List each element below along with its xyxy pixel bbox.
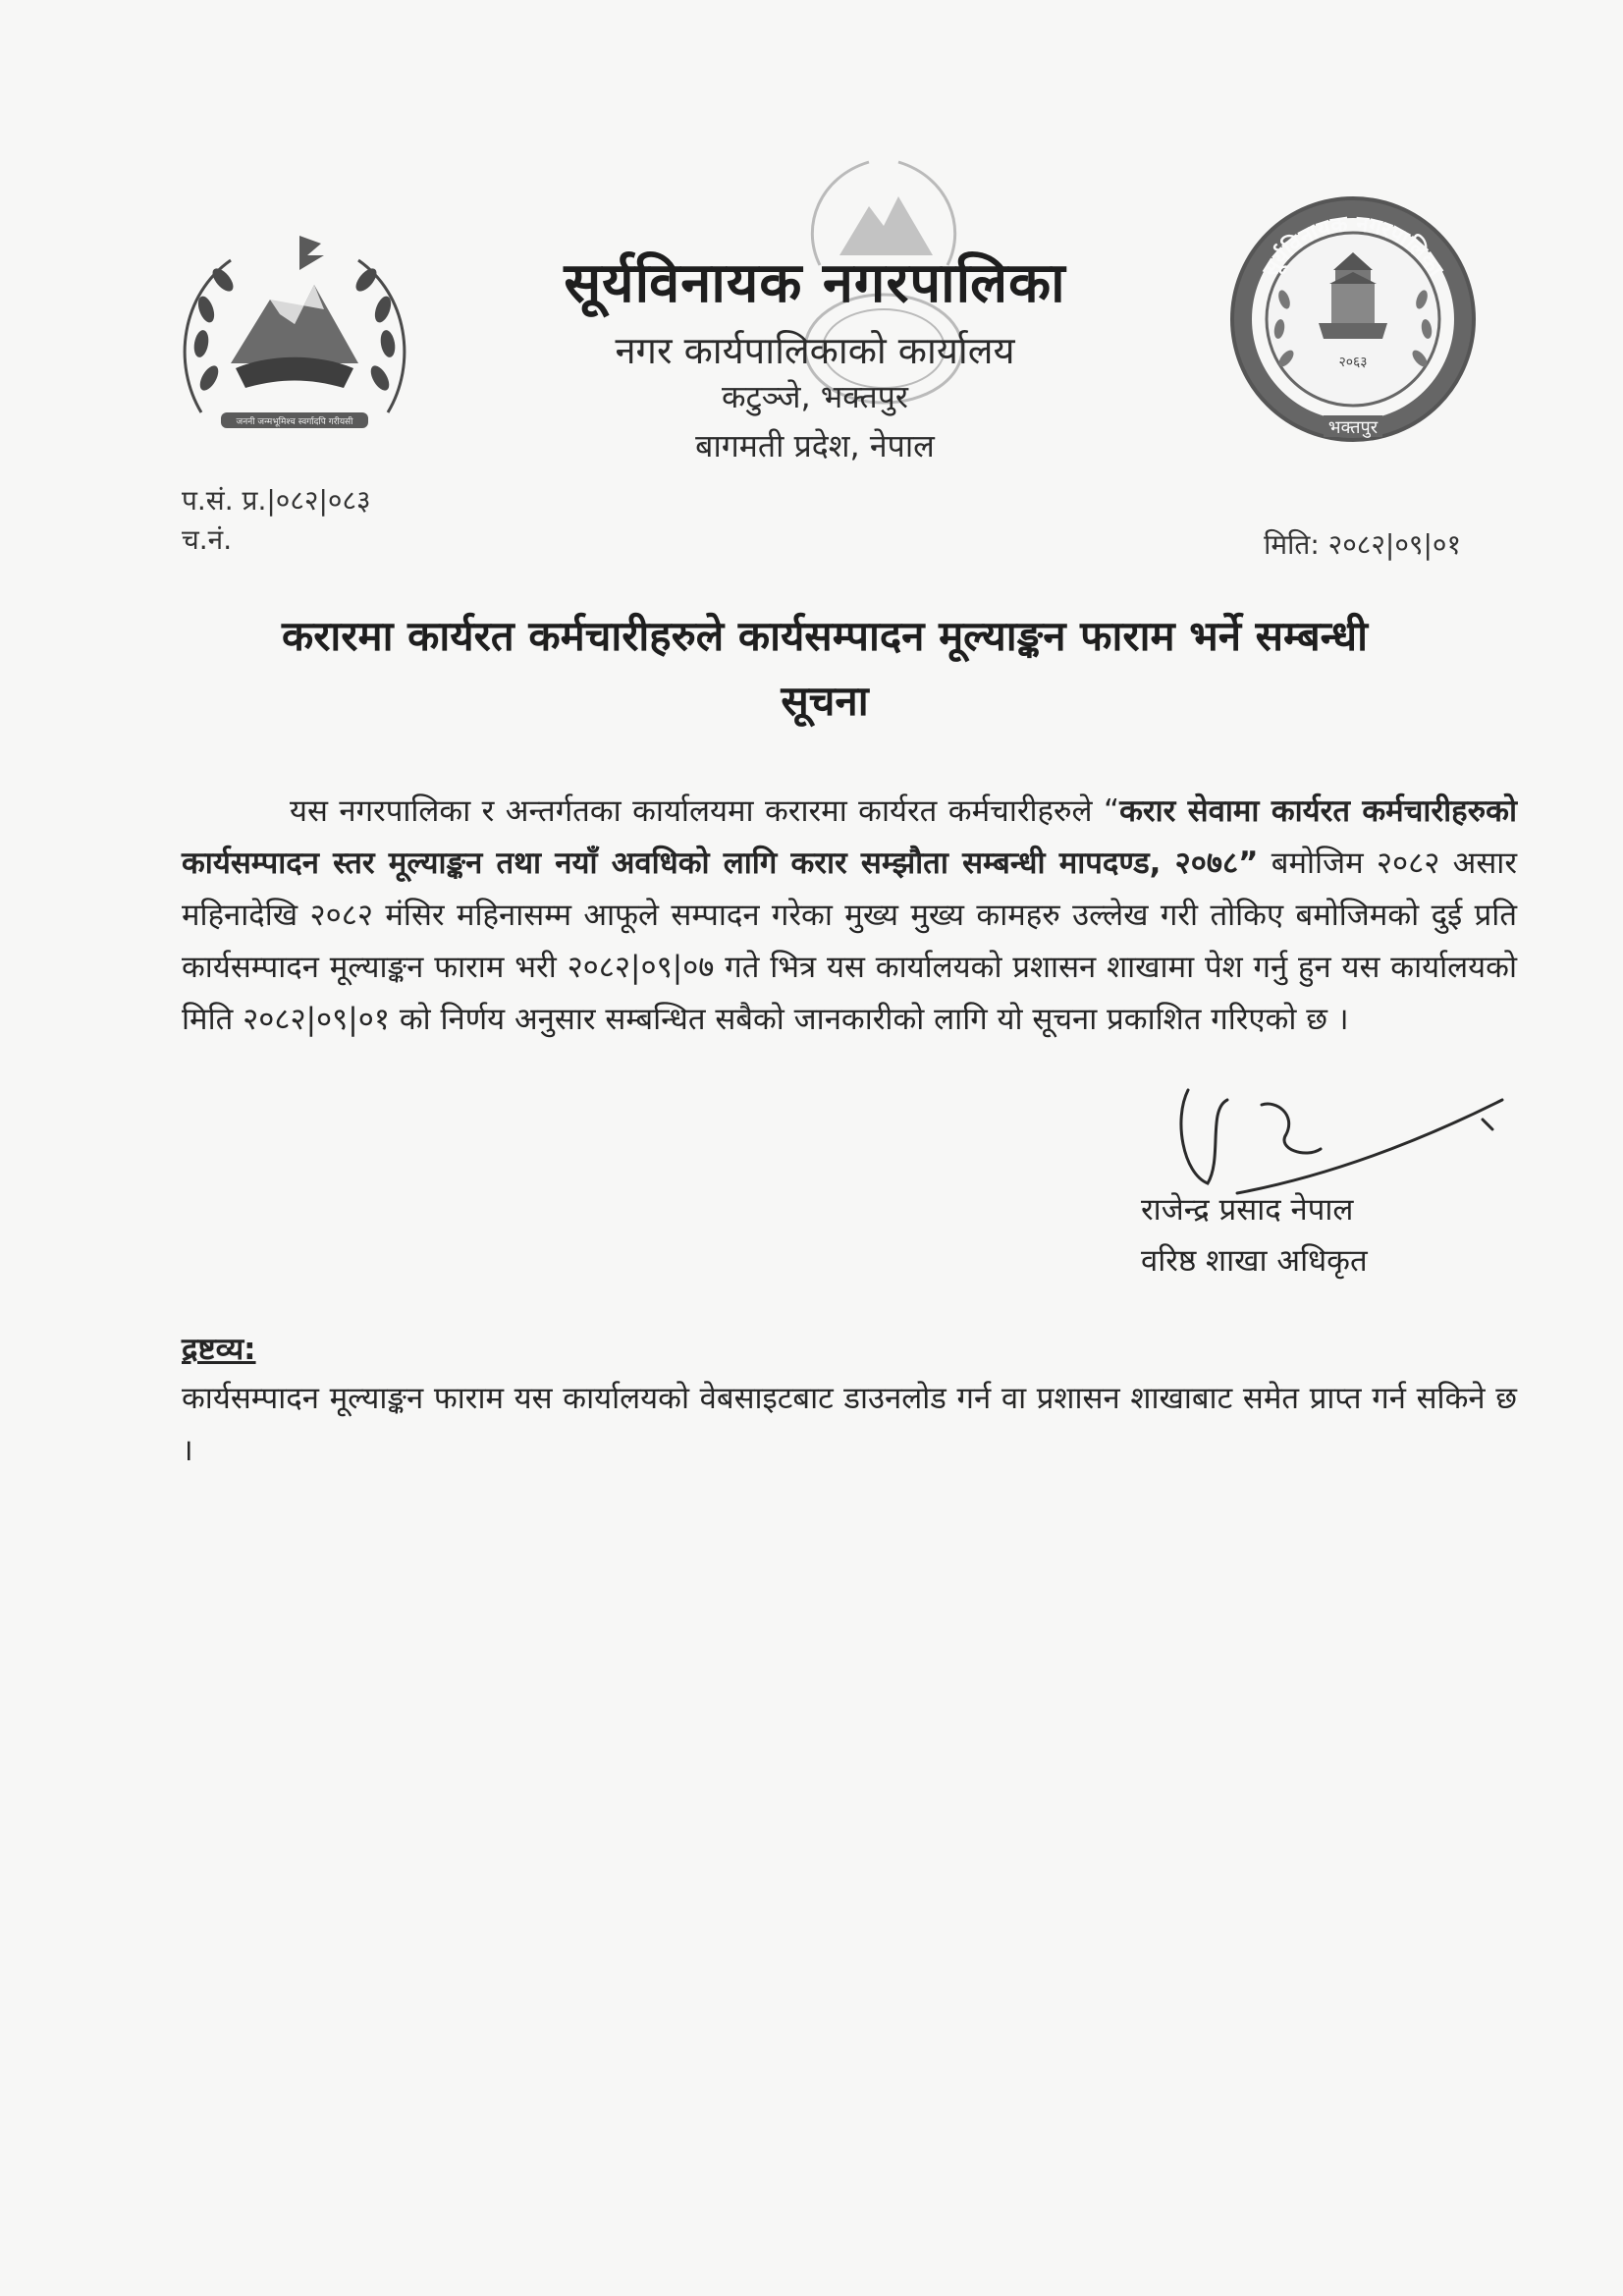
- signatory-name: राजेन्द्र प्रसाद नेपाल: [1141, 1192, 1354, 1228]
- seal-top-text: सूर्यविनायक नगरपालिका: [1258, 211, 1448, 282]
- notice-date: मिति: २०८२|०९|०१: [1264, 528, 1461, 561]
- seal-year: २०६३: [1338, 355, 1368, 370]
- reference-number: प.सं. प्र.|०८२|०८३: [182, 484, 371, 517]
- signatory-title: वरिष्ठ शाखा अधिकृत: [1141, 1243, 1368, 1279]
- office-subtitle: नगर कार्यपालिकाको कार्यालय: [615, 329, 1015, 372]
- office-address: कटुञ्जे, भक्तपुर: [722, 378, 908, 415]
- note-text: कार्यसम्पादन मूल्याङ्कन फाराम यस कार्यालयको वेबसाइटबाट डाउनलोड गर्न वा प्रशासन शाखाबाट समेत प्राप्त गर्न सकिने छ ।: [182, 1381, 1517, 1468]
- body-text-part2: बमोजिम २०८२ असार महिनादेखि २०८२ मंसिर महिनासम्म आफूले सम्पादन गरेका मुख्य मुख्य कामहरु उल्लेख गरी तोकिए बमोजिमको दुई प्रति कार्यसम्पादन मूल्याङ्कन फाराम भरी २०८२|०९|०७ गते भित्र यस कार्यालयको प्रशासन शाखामा पेश गर्नु हुन यस कार्यालयको मिति २०८२|०९|०१ को निर्णय अनुसार सम्बन्धित सबैको जानकारीको लागि यो सूचना प्रकाशित गरिएको छ ।: [182, 846, 1518, 1037]
- office-province: बागमती प्रदेश, नेपाल: [695, 427, 935, 465]
- emblem-motto: जननी जन्मभूमिश्च स्वर्गादपि गरीयसी: [236, 417, 353, 427]
- office-name: सूर्यविनायक नगरपालिका: [564, 251, 1066, 315]
- notice-body: [182, 786, 1517, 1046]
- national-emblem-icon: [162, 216, 427, 452]
- subject-line-2: सूचना: [781, 677, 869, 725]
- body-text-bold: करार सेवामा कार्यरत कर्मचारीहरुको कार्यसम्पादन स्तर मूल्याङ्कन तथा नयाँ अवधिको लागि करार सम्झौता सम्बन्धी मापदण्ड, २०७८”: [182, 793, 1517, 881]
- body-text-part1: यस नगरपालिका र अन्तर्गतका कार्यालयमा करारमा कार्यरत कर्मचारीहरुले “: [290, 793, 1120, 829]
- note-heading: द्रष्टव्य:: [182, 1332, 256, 1367]
- municipality-seal-icon: [1225, 191, 1481, 447]
- notice-subject: [196, 604, 1453, 734]
- seal-bottom-text: भक्तपुर: [1327, 417, 1379, 438]
- subject-line-1: करारमा कार्यरत कर्मचारीहरुले कार्यसम्पादन मूल्याङ्कन फाराम भर्ने सम्बन्धी: [281, 612, 1369, 660]
- dispatch-number: च.नं.: [182, 523, 233, 556]
